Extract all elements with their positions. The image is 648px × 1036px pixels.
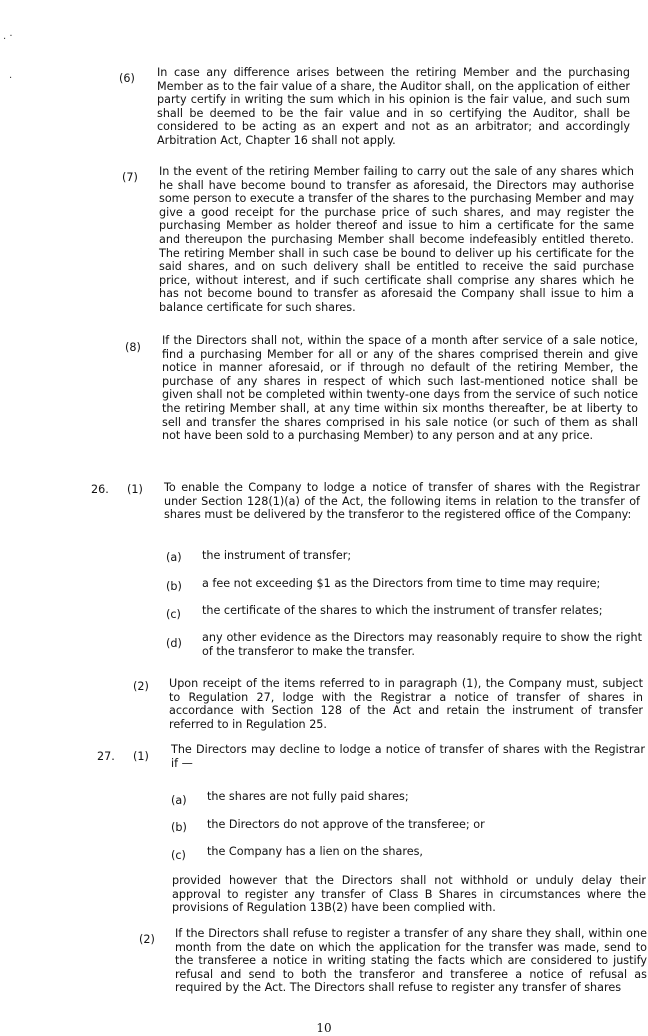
paragraph-text: The Directors may decline to lodge a notice of transfer of shares with the Registrar if — [171, 743, 645, 770]
list-item-label: (c) [166, 608, 181, 621]
list-item-text: the certificate of the shares to which the instrument of transfer relates; [202, 604, 603, 617]
scan-mark-top: . · [3, 31, 13, 42]
list-item-label: (b) [166, 580, 182, 593]
list-item-label: (d) [166, 637, 182, 650]
list-item-text: the instrument of transfer; [202, 549, 352, 562]
paragraph-text: If the Directors shall not, within the space of a month after service of a sale notice, find a purchasing Member for all or any of the shares comprised therein and give notice in manner aforesaid, or if through no default of the retiring Member, the purchase of any shares in respect of which such last-mentioned notice shall be given shall not be completed within twenty-one days from the service of such notice the retiring Member shall, at any time within six months thereafter, be at liberty to sell and transfer the shares comprised in his sale notice (or such of them as shall not have been sold to a purchasing Member) to any person and at any price. [162, 334, 638, 443]
regulation-number: 27. [97, 750, 115, 763]
paragraph-text: Upon receipt of the items referred to in paragraph (1), the Company must, subject to Regulation 27, lodge with the Registrar a notice of transfer of shares in accordance with Section 128 of the Act and retain the instrument of transfer referred to in Regulation 25. [169, 677, 643, 731]
proviso-text: provided however that the Directors shall not withhold or unduly delay their approval to register any transfer of Class B Shares in circumstances where the provisions of Regulation 13B(2) have been complied with. [172, 874, 646, 915]
paragraph-text: If the Directors shall refuse to register a transfer of any share they shall, within one month from the date on which the application for the transfer was made, send to the transferee a notice in writing stating the facts which are considered to justify refusal and send to both the transferor and transferee a notice of refusal as required by the Act. The Directors shall refuse to register any transfer of shares [175, 927, 647, 995]
list-item-label: (a) [171, 794, 187, 807]
paragraph-text: In case any difference arises between the retiring Member and the purchasing Member as to the fair value of a share, the Auditor shall, on the application of either party certify in writing the sum which in his opinion is the fair value, and such sum shall be deemed to be the fair value and in so certifying the Auditor, shall be considered to be acting as an expert and not as an arbitrator; and accordingly Arbitration Act, Chapter 16 shall not apply. [157, 66, 630, 147]
paragraph-number: (8) [125, 341, 141, 354]
list-item-label: (a) [166, 551, 182, 564]
list-item-label: (b) [171, 821, 187, 834]
list-item-text: any other evidence as the Directors may reasonably require to show the right of the transferor to make the transfer. [202, 631, 642, 658]
list-item-text: a fee not exceeding $1 as the Directors from time to time may require; [202, 577, 601, 590]
paragraph-number: (2) [139, 933, 155, 946]
paragraph-number: (6) [119, 72, 135, 85]
list-item-text: the Directors do not approve of the transferee; or [207, 818, 485, 831]
list-item-label: (c) [171, 849, 186, 862]
paragraph-number: (2) [133, 680, 149, 693]
regulation-number: 26. [91, 483, 109, 496]
scan-mark-dot: · [9, 73, 13, 84]
paragraph-number: (7) [122, 171, 138, 184]
paragraph-text: To enable the Company to lodge a notice of transfer of shares with the Registrar under Section 128(1)(a) of the Act, the following items in relation to the transfer of shares must be delivered by the transferor to the registered office of the Company: [164, 481, 640, 522]
list-item-text: the Company has a lien on the shares, [207, 845, 423, 858]
paragraph-number: (1) [133, 750, 149, 763]
paragraph-number: (1) [127, 483, 143, 496]
list-item-text: the shares are not fully paid shares; [207, 790, 409, 803]
page-number: 10 [316, 1021, 332, 1035]
paragraph-text: In the event of the retiring Member failing to carry out the sale of any shares which he shall have become bound to transfer as aforesaid, the Directors may authorise some person to execute a transfer of the shares to the purchasing Member and may give a good receipt for the purchase price of such shares, and may register the purchasing Member as holder thereof and issue to him a certificate for the same and thereupon the purchasing Member shall become indefeasibly entitled thereto. The retiring Member shall in such case be bound to deliver up his certificate for the said shares, and on such delivery shall be entitled to receive the said purchase price, without interest, and if such certificate shall comprise any shares which he has not become bound to transfer as aforesaid the Company shall issue to him a balance certificate for such shares. [159, 165, 634, 314]
